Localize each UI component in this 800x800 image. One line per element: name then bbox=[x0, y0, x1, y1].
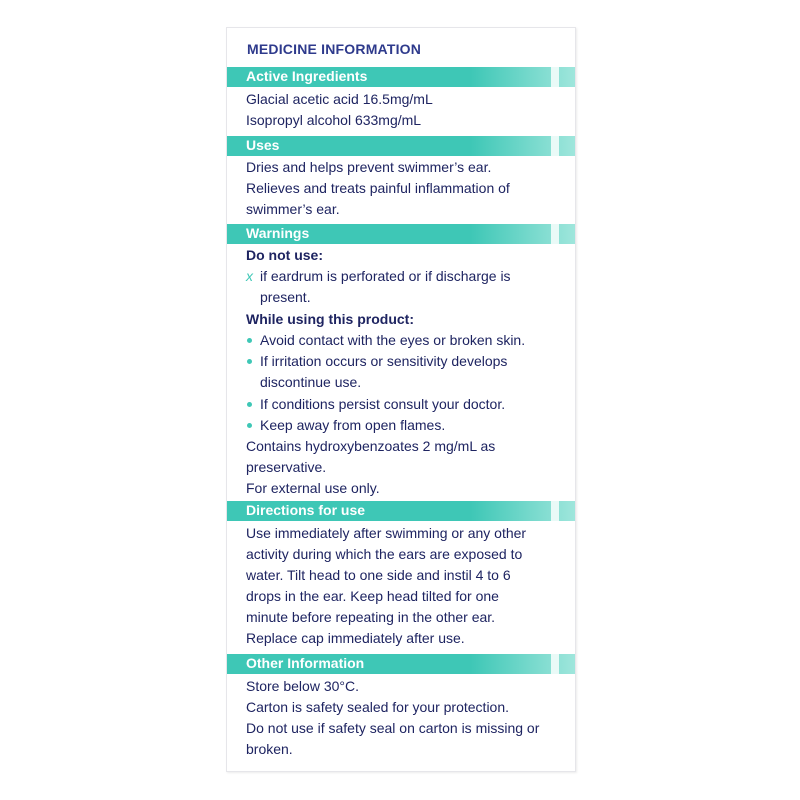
warning-bullet-continued: discontinue use. bbox=[260, 374, 362, 390]
do-not-use-line: present. bbox=[260, 289, 311, 305]
other-info-line: Do not use if safety seal on carton is missing or bbox=[246, 720, 540, 736]
medicine-info-panel bbox=[226, 27, 576, 772]
section-heading-warnings: Warnings bbox=[246, 225, 310, 241]
bullet-dot-icon bbox=[247, 402, 252, 407]
active-ingredient-line: Glacial acetic acid 16.5mg/mL bbox=[246, 91, 433, 107]
warning-bullet: Avoid contact with the eyes or broken skin. bbox=[260, 332, 526, 348]
directions-line: Replace cap immediately after use. bbox=[246, 630, 465, 646]
section-band-other-information bbox=[227, 654, 575, 674]
section-band-directions bbox=[227, 501, 575, 521]
while-using-heading: While using this product: bbox=[246, 311, 414, 327]
section-heading-uses: Uses bbox=[246, 137, 280, 153]
warning-bullet: If irritation occurs or sensitivity develops bbox=[260, 353, 508, 369]
page-title: MEDICINE INFORMATION bbox=[247, 41, 422, 57]
section-heading-active-ingredients: Active Ingredients bbox=[246, 68, 368, 84]
directions-line: minute before repeating in the other ear. bbox=[246, 609, 496, 625]
directions-line: water. Tilt head to one side and instil 4 to 6 bbox=[246, 567, 511, 583]
bullet-dot-icon bbox=[247, 338, 252, 343]
section-heading-directions: Directions for use bbox=[246, 502, 366, 518]
section-heading-other-information: Other Information bbox=[246, 655, 365, 671]
uses-line: swimmer’s ear. bbox=[246, 201, 340, 217]
contains-line: preservative. bbox=[246, 459, 327, 475]
directions-line: drops in the ear. Keep head tilted for one bbox=[246, 588, 499, 604]
uses-line: Relieves and treats painful inflammation of bbox=[246, 180, 510, 196]
other-info-line: Store below 30°C. bbox=[246, 678, 359, 694]
bullet-dot-icon bbox=[247, 423, 252, 428]
directions-line: activity during which the ears are exposed to bbox=[246, 546, 523, 562]
uses-line: Dries and helps prevent swimmer’s ear. bbox=[246, 159, 492, 175]
do-not-use-line: if eardrum is perforated or if discharge is bbox=[260, 268, 511, 284]
x-mark-icon: x bbox=[246, 268, 253, 284]
do-not-use-heading: Do not use: bbox=[246, 247, 323, 263]
section-band-warnings bbox=[227, 224, 575, 244]
other-info-line: Carton is safety sealed for your protection. bbox=[246, 699, 510, 715]
warning-bullet: If conditions persist consult your doctor. bbox=[260, 396, 506, 412]
section-band-uses bbox=[227, 136, 575, 156]
bullet-dot-icon bbox=[247, 359, 252, 364]
warning-bullet: Keep away from open flames. bbox=[260, 417, 446, 433]
external-use-line: For external use only. bbox=[246, 480, 380, 496]
active-ingredient-line: Isopropyl alcohol 633mg/mL bbox=[246, 112, 422, 128]
section-band-active-ingredients bbox=[227, 67, 575, 87]
other-info-line: broken. bbox=[246, 741, 293, 757]
contains-line: Contains hydroxybenzoates 2 mg/mL as bbox=[246, 438, 496, 454]
directions-line: Use immediately after swimming or any other bbox=[246, 525, 527, 541]
